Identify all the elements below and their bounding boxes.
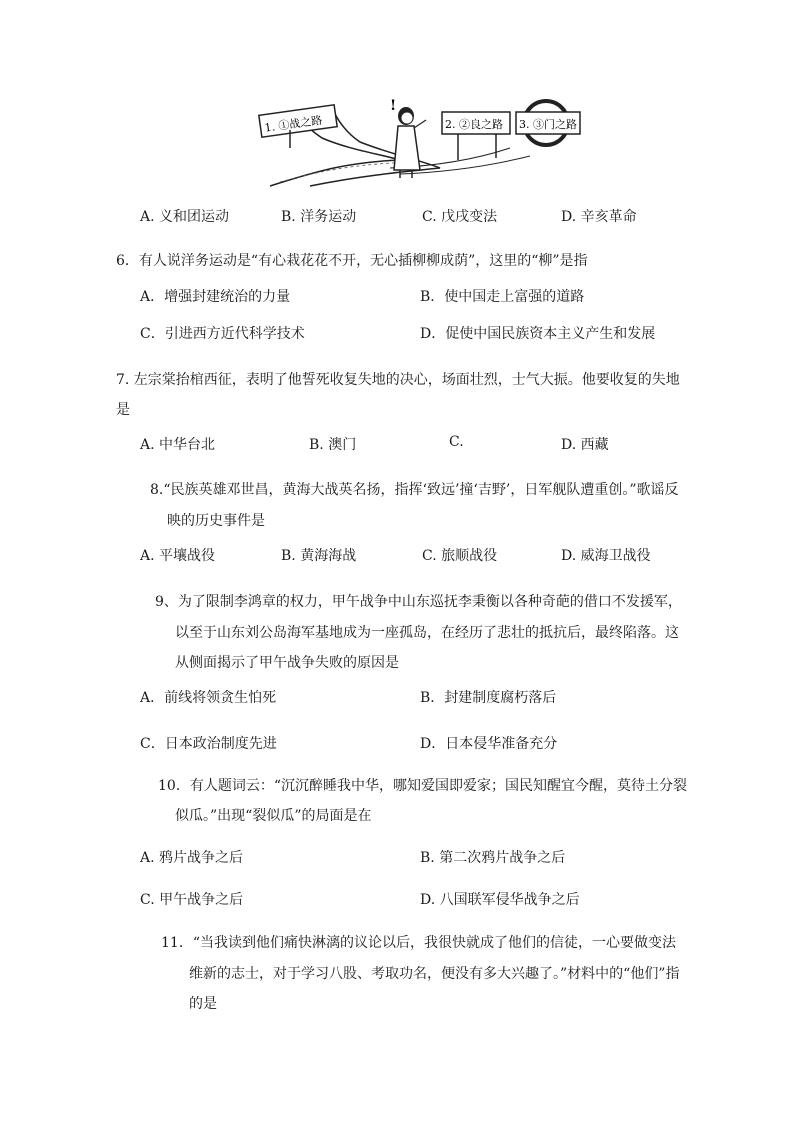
q5-option-c[interactable]: C. 戊戌变法 xyxy=(422,209,498,225)
q11-stem-line-3: 的是 xyxy=(189,996,217,1012)
q9-option-a[interactable]: A．前线将领贪生怕死 xyxy=(140,690,277,706)
q10-stem-line-2: 似瓜。”出现“裂似瓜”的局面是在 xyxy=(175,808,372,824)
q9-stem-line-1: 9、为了限制李鸿章的权力，甲午战争中山东巡抚李秉衡以各种奇葩的借口不发援军， xyxy=(155,594,682,610)
q8-option-b[interactable]: B. 黄海海战 xyxy=(281,548,357,564)
sign1-label: 1. ①战之路 xyxy=(263,113,324,135)
signpost-1 xyxy=(259,105,337,148)
q7-option-b[interactable]: B. 澳门 xyxy=(309,437,357,453)
q9-option-c[interactable]: C．日本政治制度先进 xyxy=(140,736,277,752)
q10-option-c[interactable]: C. 甲午战争之后 xyxy=(140,892,244,908)
q6-stem: 6．有人说洋务运动是“有心栽花花不开，无心插柳柳成荫”，这里的“柳”是指 xyxy=(116,253,588,269)
q10-option-d[interactable]: D. 八国联军侵华战争之后 xyxy=(420,892,580,908)
q10-stem-line-1: 10．有人题词云：“沉沉醉睡我中华，哪知爱国即爱家；国民知醒宜今醒，莫待土分裂 xyxy=(158,778,687,794)
signpost-3 xyxy=(516,101,580,145)
exclaim-mark: ! xyxy=(390,98,397,114)
q8-stem-line-1: 8.“民族英雄邓世昌，黄海大战英名扬，指挥‘致远’撞‘吉野’，日军舰队遭重创。”歌谣反 xyxy=(150,482,679,498)
sign3-label: 3. ③门之路 xyxy=(519,118,577,131)
q8-option-d[interactable]: D. 威海卫战役 xyxy=(561,548,651,564)
q5-option-b[interactable]: B. 洋务运动 xyxy=(281,209,357,225)
q8-option-a[interactable]: A. 平壤战役 xyxy=(140,548,216,564)
sign2-label: 2. ②良之路 xyxy=(445,118,503,131)
q5-option-a[interactable]: A. 义和团运动 xyxy=(140,209,230,225)
q7-option-c[interactable]: C. xyxy=(449,434,464,450)
q7-option-a[interactable]: A. 中华台北 xyxy=(140,437,216,453)
q10-option-a[interactable]: A. 鸦片战争之后 xyxy=(140,850,244,866)
illustration-crossroads xyxy=(250,96,590,192)
signpost-2 xyxy=(442,112,510,160)
q7-stem-line-1: 7. 左宗棠抬棺西征，表明了他誓死收复失地的决心，场面壮烈，士气大振。他要收复的失地 xyxy=(116,372,680,388)
q9-option-d[interactable]: D．日本侵华准备充分 xyxy=(420,736,558,752)
q6-option-d[interactable]: D．促使中国民族资本主义产生和发展 xyxy=(420,326,656,342)
q9-option-b[interactable]: B．封建制度腐朽落后 xyxy=(420,690,557,706)
q6-option-c[interactable]: C．引进西方近代科学技术 xyxy=(140,326,305,342)
q7-stem-line-2: 是 xyxy=(116,402,130,418)
q8-stem-line-2: 映的历史事件是 xyxy=(167,513,265,529)
q8-option-c[interactable]: C. 旅顺战役 xyxy=(422,548,498,564)
q9-stem-line-3: 从侧面揭示了甲午战争失败的原因是 xyxy=(175,655,399,671)
q11-stem-line-1: 11．“当我读到他们痛快淋漓的议论以后，我很快就成了他们的信徒，一心要做变法 xyxy=(161,935,676,951)
q6-option-b[interactable]: B．使中国走上富强的道路 xyxy=(420,289,585,305)
q9-stem-line-2: 以至于山东刘公岛海军基地成为一座孤岛，在经历了悲壮的抵抗后，最终陷落。这 xyxy=(175,625,679,641)
q5-option-d[interactable]: D. 辛亥革命 xyxy=(561,209,637,225)
q11-stem-line-2: 维新的志士，对于学习八股、考取功名，便没有多大兴趣了。”材料中的“他们”指 xyxy=(189,966,680,982)
q6-option-a[interactable]: A．增强封建统治的力量 xyxy=(140,289,291,305)
q7-option-d[interactable]: D. 西藏 xyxy=(561,437,609,453)
q10-option-b[interactable]: B. 第二次鸦片战争之后 xyxy=(420,850,566,866)
